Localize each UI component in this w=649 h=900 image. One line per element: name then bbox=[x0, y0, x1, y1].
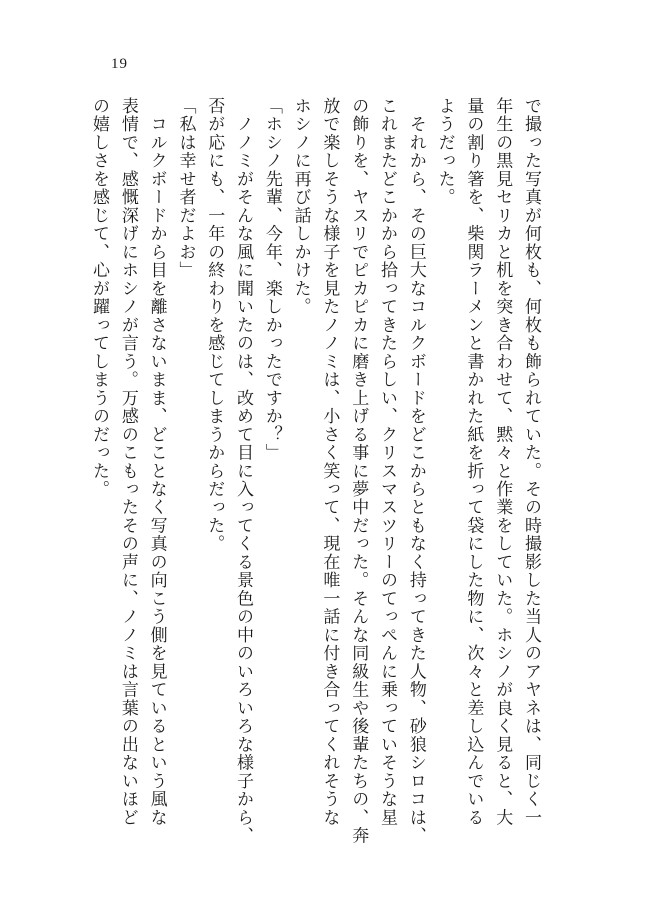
text-line: それから、その巨大なコルクボードをどこからともなく持ってきた人物、砂狼シロコは、 bbox=[405, 97, 426, 845]
text-line: 年生の黒見セリカと机を突き合わせて、黙々と作業をしていた。ホシノが良く見ると、大 bbox=[492, 97, 513, 827]
text-line: の嬉しさを感じて、心が躍ってしまうのだった。 bbox=[89, 97, 110, 499]
text-line: これまたどこかから拾ってきたらしい、クリスマスツリーのてっぺんに乗っていそうな星 bbox=[377, 97, 398, 827]
text-line: コルクボードから目を離さないまま、どことなく写真の向こう側を見ているという風な bbox=[146, 97, 167, 827]
text-line: ホシノに再び話しかけた。 bbox=[290, 97, 311, 316]
dialogue-line: 「私は幸せ者だよお」 bbox=[175, 97, 196, 280]
body-text bbox=[84, 97, 545, 845]
text-line: の飾りを、ヤスリでピカピカに磨き上げる事に夢中だった。そんな同級生や後輩たちの、奔 bbox=[348, 97, 369, 845]
text-line: ようだった。 bbox=[434, 97, 455, 207]
page-number: 19 bbox=[111, 56, 128, 72]
text-line: 表情で、感慨深げにホシノが言う。万感のこもったその声に、ノノミは言葉の出ないほど bbox=[117, 97, 138, 827]
text-line: 否が応にも、一年の終わりを感じてしまうからだった。 bbox=[204, 97, 225, 553]
text-line: 放で楽しそうな様子を見たノノミは、小さく笑って、現在唯一話に付き合ってくれそうな bbox=[319, 97, 340, 827]
text-line: ノノミがそんな風に聞いたのは、改めて目に入ってくる景色の中のいろいろな様子から、 bbox=[233, 97, 254, 845]
dialogue-line: 「ホシノ先輩、今年、楽しかったですか？」 bbox=[261, 97, 282, 462]
text-line: 量の割り箸を、柴関ラーメンと書かれた紙を折って袋にした物に、次々と差し込んでいる bbox=[463, 97, 484, 827]
text-line: で撮った写真が何枚も、何枚も飾られていた。その時撮影した当人のアヤネは、同じく一 bbox=[521, 97, 541, 827]
